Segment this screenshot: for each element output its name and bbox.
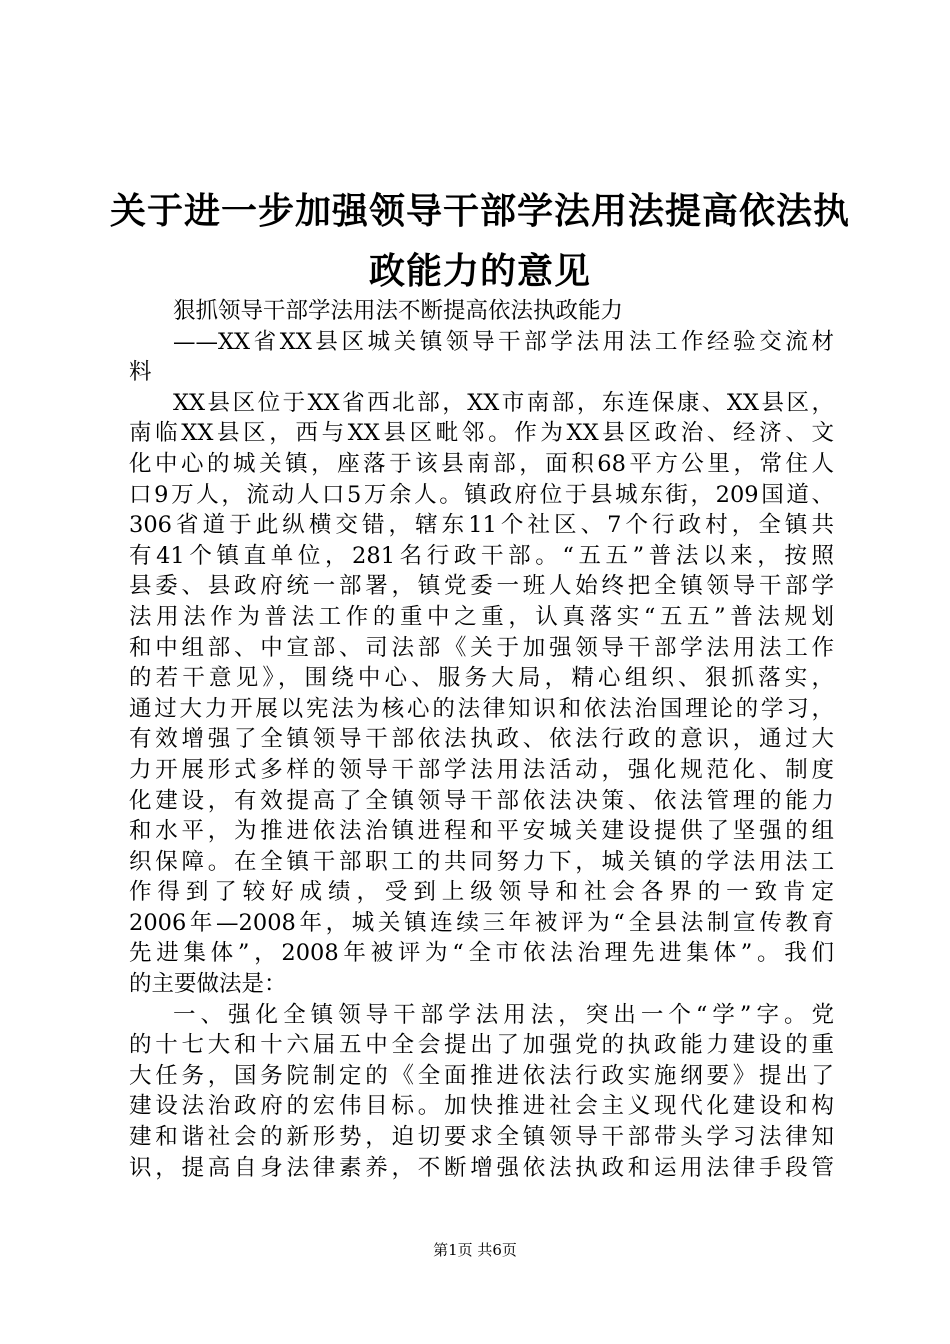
text-line: XX县区位于XX省西北部，XX市南部，东连保康、XX县区， (173, 389, 834, 416)
text-line: 的若干意见》，围绕中心、服务大局，精心组织、狠抓落实， (129, 665, 834, 692)
text-line: 一、强化全镇领导干部学法用法，突出一个“学”字。党 (173, 1001, 834, 1028)
text-line: 先进集体”，2008年被评为“全市依法治理先进集体”。我们 (129, 940, 834, 967)
document-title (110, 182, 850, 302)
text-line: 作得到了较好成绩，受到上级领导和社会各界的一致肯定 (129, 879, 834, 906)
text-line: 和水平，为推进依法治镇进程和平安城关建设提供了坚强的组 (129, 818, 834, 845)
text-line: ——XX省XX县区城关镇领导干部学法用法工作经验交流材 (173, 328, 834, 355)
text-line: 的十七大和十六届五中全会提出了加强党的执政能力建设的重 (129, 1032, 834, 1059)
text-line: 化建设，有效提高了全镇领导干部依法决策、依法管理的能力 (129, 787, 834, 814)
text-line: 南临XX县区，西与XX县区毗邻。作为XX县区政治、经济、文 (129, 420, 834, 447)
text-line: 建设法治政府的宏伟目标。加快推进社会主义现代化建设和构 (129, 1093, 834, 1120)
text-line: 狠抓领导干部学法用法不断提高依法执政能力 (173, 298, 624, 324)
text-line: 化中心的城关镇，座落于该县南部，面积68平方公里，常住人 (129, 450, 834, 477)
title-line-2: 政能力的意见 (368, 251, 591, 292)
text-line: 建和谐社会的新形势，迫切要求全镇领导干部带头学习法律知 (129, 1124, 834, 1151)
title-line-1: 关于进一步加强领导干部学法用法提高依法执 (110, 191, 851, 232)
text-line: 力开展形式多样的领导干部学法用法活动，强化规范化、制度 (129, 756, 834, 783)
text-line: 有效增强了全镇领导干部依法执政、依法行政的意识，通过大 (129, 726, 834, 753)
text-line: 织保障。在全镇干部职工的共同努力下，城关镇的学法用法工 (129, 848, 834, 875)
text-line: 县委、县政府统一部署，镇党委一班人始终把全镇领导干部学 (129, 573, 834, 600)
text-line: 306省道于此纵横交错，辖东11个社区、7个行政村，全镇共 (129, 512, 834, 539)
page-footer: 第1页 共6页 (433, 1241, 517, 1259)
text-line: 大任务，国务院制定的《全面推进依法行政实施纲要》提出了 (129, 1062, 834, 1089)
text-line: 识，提高自身法律素养，不断增强依法执政和运用法律手段管 (129, 1154, 834, 1181)
text-line: 和中组部、中宣部、司法部《关于加强领导干部学法用法工作 (129, 634, 834, 661)
document-body (129, 296, 834, 1183)
text-line: 的主要做法是： (129, 971, 287, 998)
text-line: 法用法作为普法工作的重中之重，认真落实“五五”普法规划 (129, 603, 834, 630)
text-line: 口9万人，流动人口5万余人。镇政府位于县城东街，209国道、 (129, 481, 834, 508)
text-line: 通过大力开展以宪法为核心的法律知识和依法治国理论的学习， (129, 695, 834, 722)
text-line: 2006年—2008年，城关镇连续三年被评为“全县法制宣传教育 (129, 909, 834, 936)
text-line: 有41个镇直单位，281名行政干部。“五五”普法以来，按照 (129, 542, 834, 569)
text-line: 料 (129, 359, 152, 386)
